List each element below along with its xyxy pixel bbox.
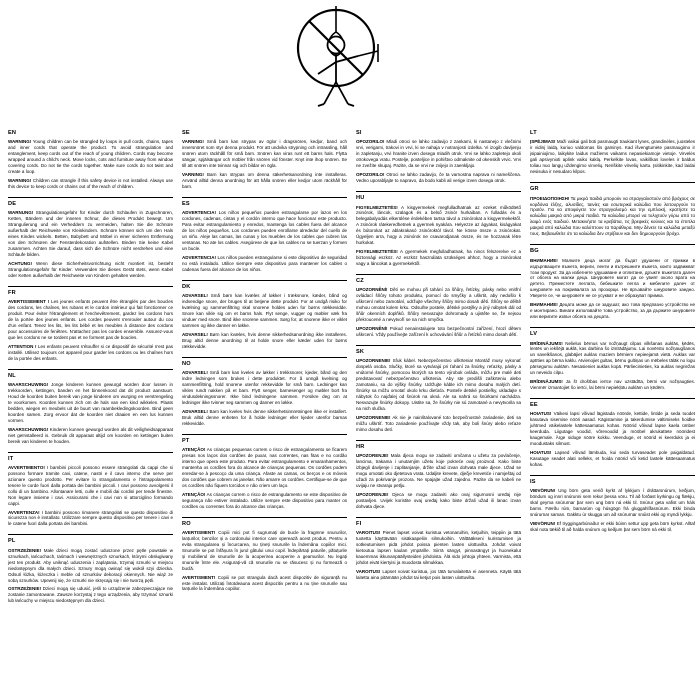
lang-code-cz: CZ (356, 277, 364, 284)
warning-paragraph: ADVERTENCIA! Los niños pequeños pueden estrangularse por lazos en los cordones, cadenas, cintas y el cordón interno que hace funcionar este producto. Para evitar estrangulamiento y enredos, mantenga los cables fuera del alcance de los niños pequeños. Los cordones pueden enrollarse alrededor del cuello de un niño. Aleje las camas, las cunas y los muebles de los cables que cubren las ventanas. No ate los cables. Asegúrese de que los cables no se tuerzan y formen un bucle. (182, 210, 347, 252)
column-1 (8, 130, 173, 611)
divider (356, 274, 521, 275)
warning-paragraph: ADVARSEL! Små barn kan kveles av løkker i trekksnorer, kjeder, bånd og den indre ledningen som brukes i dette produktet. For å unngå kvelning og sammenfiltring, hold snorene utenfor rekkevidde for små barn. Ledninger kan vikles rundt nakken på et barn. Flytt senger, barnesenger og møbler bort fra vindusdekningssnorer. Ikke bind ledningene sammen. Forsikre deg om at ledninger ikke tvinner seg sammen og danner en løkke. (182, 370, 347, 405)
warning-paragraph: FIGYELMEZTETÉS! A kisgyermekek megfulladhatnak az ezeket működtető zsinórok, láncok, szalagok és a belső zsinór hurkaiban. A fulladás és a belegabalyodás elkerülése érdekében tartsa távol a zsinórokat a kisgyermekektől. A zsinórok rátekeredhetnek a gyermek nyakára. Helyezze az ágyakat, kiságyakat és bútorokat az ablakrakasó zsinóroktól távol. Ne kösse össze a zsinórokat. Ügyeljen arra, hogy a zsinórok ne csavarodjanak össze, és ne hozzanak létre hurkokat. (356, 204, 521, 246)
column-2 (182, 130, 347, 611)
lang-block-hr (356, 444, 521, 510)
lang-block-gr (530, 186, 695, 237)
column-3 (356, 130, 521, 611)
warning-paragraph: WARNUNG! Strangulationsgefahr für Kinder durch Schlaufen in Zugschnüren, Ketten, Bändern und der inneren Schnur, die dieses Produkt bewegt. Um Strangulierung und ein Verheddern zu vermeiden, halten Sie die Schnüre außerhalb der Reichweite von Kleinkindern. Schnüre können sich um den Hals eines Kindes wickeln. Betten, Babybett und Möbel in einer sicheren Entfernung von den Schnüren der Fensterdekoration aufstellen. Binden Sie keine Kabel zusammen. Achten Sie darauf, dass sich die Schnüre nicht verdrehen und eine Schlaufe bilden. (8, 210, 173, 258)
lang-block-cz (356, 278, 521, 338)
warning-paragraph: ADVARSEL! Små børn kan kvæles af løkker i træksnore, kæder, bånd og indvendige snore, der bruges til at betjene dette produkt. For at undgå risiko for kvælning og sammenfiltring skal snorene holdes uden for børns rækkevidde. Snore kan vikle sig om et barns hals. Flyt senge, vugger og møbler væk fra vinduer med snore. Bind ikke snorene sammen. Sørg for, at snorene ikke er viklet sammen og ikke danner en løkke. (182, 293, 347, 329)
lang-block-dk (182, 284, 347, 350)
warning-paragraph: ВНИМАНИЕ! Малките деца могат да бъдат удушени от примки в издърпващите въжета, вериги, ленти и вътрешните въжета, които задвижват този продукт. За да избегнете удушаване и оплитане, дръжте въжетата далеч от обсега на малки деца. Шнуровете могат да се увият около врата на детето. Преместете леглата, бебешките легла и мебелите далеч от шнуровете на покривалата за прозорци. Не връзвайте шнуровете заедно. Уверете се, че шнуровете не се усукват и не образуват примка. (530, 257, 695, 299)
warning-paragraph: ATENÇÃO! As crianças correm o risco de estrangulamento se este dispositivo de segurança não estiver instalado. Utilize sempre este dispositivo para manter os cordões ou correntes fora do alcance das crianças. (182, 491, 347, 509)
warning-paragraph: BRĪDINĀJUMS! Ja šī drošības ierīce nav uzstādīta, bērni var nožņaugties. Vienmēr izmantojiet šo ierīci, lai bērni nepiekļūtu auklām un ķēdēm. (530, 379, 695, 391)
lang-code-es: ES (182, 200, 190, 207)
divider (182, 197, 347, 198)
warning-paragraph: ADVARSEL! Børn kan kvæles, hvis denne sikkerhedsanordning ikke installeres. Brug altid denne anordning til at holde snore eller kæder uden for børns rækkevidde. (182, 331, 347, 349)
warning-paragraph: HOIATUS! Väikesi lapsi võivad lägistada nöörde, kettide, lintide ja seda toodet kasutava sisemise nööri aasad. Kägistamise ja takerdumise vältimiseks hoidke juhtmed väikelastele kättesaamatus kohas. Nöörid võivad lapse kaela ümber keerduda. Liigutage voodid, võrevoodid ja mööbel akrukattete nööridest kaugemale. Ärge siduge nööre kokku. Veenduge, et nöörid ei keerduks ja ei moodustaks silmust. (530, 411, 695, 447)
warning-paragraph: ATTENTION ! Les enfants peuvent s'étouffer si ce dispositif de sécurité n'est pas installé. Utilisez toujours cet appareil pour garder les cordons ou les chaînes hors de la portée des enfants. (8, 343, 173, 361)
lang-code-si: SI (356, 130, 362, 136)
divider (182, 357, 347, 358)
warning-paragraph: VAROITUS! Lapset voivat kuristua, jos tätä turvalaitetta ei asenneta. Käytä tätä laitetta aina pitämään johdot tai ketjut pois lasten ulottuvilta. (356, 568, 521, 580)
lang-code-bg: BG (530, 248, 539, 255)
divider (356, 345, 521, 346)
warning-paragraph: UPOZORNENIE! Ak nie je nainštalované toto bezpečnostné zariadenie, deti sa môžu uškrtiť. Toto zariadenie používajte vždy tak, aby boli šnúry alebo reťaze mimo dosahu detí. (356, 414, 521, 432)
warning-paragraph: ΠΡΟΕΙΔΟΠΟΙΗΣΗ! Τα μικρά παιδιά μπορούν να στραγγαλιστούν από βρόχους σε κορδόνια έλξης, αλυσίδες, ταινίες και εσωτερικά καλώδια που λειτουργούν το προϊόν. Για να αποφύγετε τον στραγγαλισμό και την εμπλοκή, κρατήστε τα καλώδια μακριά από μικρά παιδιά. Τα καλώδια μπορεί να τυλιχτούν γύρω από το λαιμό ενός παιδιού. Μετακινήστε τα κρεβάτια, τις βρεφικές κούνιες και τα έπιπλα μακριά από καλώδια που καλύπτουν τα παράθυρα. Μην δένετε τα καλώδια μεταξύ τους. Βεβαιωθείτε ότι τα καλώδια δεν στρίβουν και δεν δημιουργούν βρόχο. (530, 195, 695, 237)
divider (8, 286, 173, 287)
lang-block-fi (356, 521, 521, 581)
lang-block-de (8, 201, 173, 279)
warning-paragraph: OPOZORILO! Otroci se lahko zadavijo, če ta varnostna naprava ni nameščena. Vedno uporabljajte to napravo, da bodo kabli ali verige izven dosega otrok. (356, 172, 521, 184)
divider (8, 534, 173, 535)
lang-code-it: IT (8, 455, 14, 462)
lang-code-sk: SK (356, 348, 365, 355)
divider (356, 440, 521, 441)
divider (530, 475, 695, 476)
lang-block-nl (8, 373, 173, 445)
warning-paragraph: OSTRZEŻENIE! Małe dzieci mogą zostać uduszone przez pętle powstałe w sznurkach, łańcuchach, taśmach i wewnętrznych sznurkach, którymi obsługiwany jest ten produkt. Aby uniknąć uduszenia i zaplątania, trzymaj sznurki w miejscu niedostępnym dla małych dzieci. Sznury mogą owinąć się wokół szyi dziecka. Odsuń łóżka, łóżeczka i meble od sznurków dekoracji okiennych. Nie wiąż ze sobą sznurków. Upewnij się, że sznurki nie skręcają się i nie tworzą pętli. (8, 547, 173, 583)
divider (530, 398, 695, 399)
lang-code-gr: GR (530, 186, 539, 193)
divider (356, 191, 521, 192)
lang-code-no: NO (182, 360, 191, 367)
lang-code-hu: HU (356, 195, 365, 202)
warning-paragraph: ATENÇÃO! As crianças pequenas correm o risco de estrangulamento se ficarem presas nos laços dos cordões de puxar, nas correntes, nas fitas e no cordão interno que opera este produto. Para evitar estrangulamento e emaranhamentos, mantenha os cordões fora do alcance de crianças pequenas. Os cordões podem enredar-se à pescoço da uma criança. Afaste as camas, os berços e os móveis dos cordões que cobrem as janelas. Não amarre os cordões. Certifique-se de que os cordões não fiquem torcidos e não criem um laço. (182, 447, 347, 488)
lang-block-bg (530, 248, 695, 320)
lang-block-es (182, 201, 347, 273)
divider (8, 197, 173, 198)
lang-code-ro: RO (182, 520, 191, 527)
warning-paragraph: WAARSCHUWING! Kinderen kunnen gewurgd worden als dit veiligheidsapparaat niet geïnstalleerd is. Gebruik dit apparaat altijd om koorden en kettingen buiten bereik van kinderen te houden. (8, 426, 173, 444)
divider (8, 369, 173, 370)
warning-paragraph: AVERTISMENT! Copiii se pot strangula dacă acest dispozitiv de siguranță nu este instalat. Utilizați întotdeauna acest dispozitiv pentru a nu ține snururile sau lanțurile la îndemâna copiilor. (182, 574, 347, 592)
warning-paragraph: UPOZORNENIE! Sľuk kábel. Nebezpečenstvo uškrtenia! Montáž musy vykonať dospelá osoba. Slučky, ktoré sa vytvárajú pri ťahaní za šnúrky, reťazky, pásky a vnútorné šnúrky, pomocou ktorých sa tento výrobok ovláda, môžu pre malé deti predstavovať nebezpečenstvo uškrtenia. Aby ste predišli zaškrteniu alebo zamotaniu, sa do výšky šnúrky. Udržujte káble ich mimo dosahu malých detí. Šnúrky sa môžu omotať okolo krku dieťaťa. Posteľe detské postieľky, ukladajte s nábytok čo najďalej od šnúrok na okná. Ale sa nahrá so šnúrkami nachádza. Nesvazujte šnúrky dokopy. Uistite sa, že šnúrky nie sú zamotané a nevytvorila sa na nich slučka. (356, 358, 521, 411)
divider (182, 517, 347, 518)
lang-block-hu (356, 195, 521, 267)
divider (530, 327, 695, 328)
warning-paragraph: ADVARSEL! Barn kan kveles hvis denne sikkerhetsinnretningen ikke er installert. Bruk alltid denne enheten for å holde ledninger eller kjeder utenfor barnas rekkevidde. (182, 408, 347, 426)
warning-paragraph: VARNING! Barn kan strypas om denna säkerhetsanordning inte installeras. Använd alltid denna anordning för att hålla snören eller kedjor utom räckhåll för barn. (182, 172, 347, 190)
lang-block-sk (356, 349, 521, 433)
warning-paragraph: WARNING! Children can strangle if this safety device is not installed. Always use this device to keep cords or chains out of the reach of children. (8, 178, 173, 190)
warning-paragraph: WAARSCHUWING! Jonge kinderen kunnen gewurgd worden door lussen in trekkoorden, kettingen, banden en het binnenkoord dat dit product aanstuurt. Houd de koorden buiten bereik van jonge kinderen om wurging en verstrengeling te voorkomen. Koorden kunnen zich om de hals van een kind wikkelen. Plaats bedden, wiegen en meubels uit de buurt van raambekledingskoorden. Bind geen koorden samen. Zorg ervoor dat de koorden niet draaien en een lus kunnen vormen. (8, 382, 173, 423)
lang-code-nl: NL (8, 372, 16, 379)
warning-paragraph: VIÐVÖRUN! Ung börn geta verið kyrkt af lykkjum í dráttarsnúrum, keðjum, böndum og innri snúrunni sem rekur þessa vöru. Til að forðast kyrkingu og flækju, skal geyma snúrurnar þar sem ung börn ná ekki til. Snúrur geta vafist um háls barns. Færðu rúm, barnarúm og húsgögn frá gluggahlífasnúrum. Ekki binda snúrurnar saman. Gakktu úr skugga um að snúrurnar snúist ekki og myndi lykkju. (530, 488, 695, 518)
lang-block-is (530, 479, 695, 533)
lang-code-hr: HR (356, 443, 365, 450)
lang-code-is: IS (530, 478, 536, 485)
warning-paragraph: BRĪDINĀJUMS! Nelielus bērnus var nožņaugt cilpas vilkšanas auklās, ķēdēs, lentēs un iekšējā auklā, kas darbina šo izstrādājumu. Lai novērstu nožņaugšanos un savelkšanos, glabājiet auklas maziem bērniem nepieejamā vietā. Auklas var aptīties ap bērna kaklu. Atvienojiet gultas, bērnu gultiņas un mēbeles tālāk no logu pārsegumu auklām. Nesasieniet auklas kopā. Pārliecinieties, ka auklas negriežas un neveido cilpu. (530, 340, 695, 376)
warning-paragraph: AVERTISSEMENT ! Les jeunes enfants peuvent être étranglés par des boucles des cordons, les chaînes, les rubans et le cordon intérieur qui fait fonctionner ce produit. Pour éviter l'étranglement et l'enchevêtrement, gardez les cordons hors de la portée des jeunes enfants. Les cordes peuvent s'enrouler autour du cou d'un enfant. Tenez les lits, les lits bébé et les meubles à distance des cordons pour accessoires de fenêtres. N'attachez pas les cordes ensemble. Assurez-vous que les cordons ne se tordent pas et ne forment pas de boucles. (8, 299, 173, 340)
divider (530, 244, 695, 245)
warning-paragraph: VARNING! Små barn kan strypas av öglor i dragsnören, kedjor, band och innersnöret som styr denna produkt. För att undvika strypning och intrassling, håll snören utom räckhåll för små barn. Snören kan viras runt ett barns hals. Flytta sängar, spjälsängar och möbler från snören vid fönster. Knyt inte ihop snören. Se till att snören inte tvinnar sig och bildar en ögla. (182, 139, 347, 169)
warning-paragraph: AVERTISMENT! Copiii mici pot fi sugrumați de bucle la fragmne snururilor, lanțurilor, benzilor și a cordonului interior care operează acest produs. Pentru a evita strangularea și încurcarea, nu țineți snururile la îndemâna copiilor mici. Snururile se pot înfășura în jurul gâtului unui copil. Îndepărtați paturile, pătuțurile și mobilierul de snururile de la acoperirea acoperire a geamurilor. Nu legați snururile între ele. Asigurați-vă că snururile nu se răsucesc și nu formează o buclă. (182, 530, 347, 571)
warning-paragraph: VIÐVÖRUN! Ef tryggingarbúnaður er ekki búinn settur upp geta börn kyrkst. Alltaf skal nota tækið til að halda snúrum og keðjum þar sem börn ná ekki til. (530, 521, 695, 533)
divider (356, 517, 521, 518)
lang-code-de: DE (8, 200, 17, 207)
warning-paragraph: ĮSPĖJIMAS! Maži vaikai gali būti pasmaugti traukiant lynes, grandinėles, juosteles ir vidinį laidą, kuriuo valdomas šis gaminys. Kad išvengtumėte pasmaugimo ir įsipainiojimo, laikykite laidus mažiems vaikams nepasiekiamoje vietoje. Virvelės gali apsivynioti aplink vaiko kaklą. Perkelkite lovas, vaikiškas loveles ir baldus toliau nuo langų uždengimo virvelių. Neriškite virvelių kartu. Įsitikinkite, kad laidai nesisuka ir nesudaro kilpos. (530, 139, 695, 175)
warning-paragraph: OSTRZEŻENIE! Dzieci mogą się udusić, jeśli to urządzenie zabezpieczające nie zostanie zamontowane. Zawsze korzystaj z tego urządzenia, aby trzymać sznurki lub łańcuchy w miejscu niedostępnym dla dzieci. (8, 586, 173, 604)
lang-code-fr: FR (8, 289, 16, 296)
warning-paragraph: UPOZORNĚNÍ! Pokud nenainstalujete toto bezpečnostní zařízení, hrozí dětem uškrcení. Vždy používejte zařízení k uchovávání šňůr a řetízků mimo dosah dětí. (356, 326, 521, 337)
lang-code-pl: PL (8, 538, 16, 545)
lang-code-se: SE (182, 130, 190, 136)
lang-block-pt (182, 438, 347, 510)
lang-block-lt (530, 130, 695, 175)
lang-block-fr (8, 290, 173, 362)
warning-paragraph: ADVERTENCIA! Los niños pueden estrangularse si este dispositivo de seguridad no está instalado. Utilice siempre este dispositivo para mantener los cables o cadenas fuera del alcance de los niños. (182, 255, 347, 272)
warning-paragraph: ACHTUNG! Wenn diese Sicherheitsvorrichtung nicht montiert ist, besteht Strangulationsgefahr für Kinder. Verwenden Sie dieses Gerät stets, wenn Kabel oder Ketten außerhalb der Reichweite von Kindern gehalten werden. (8, 260, 173, 278)
lang-code-lt: LT (530, 130, 537, 136)
warning-paragraph: VAROITUS! Pienet lapset voivat kuristua vetonaruihin, ketjuihin, teippiin ja tätä tuotetta käyttävään sisäkaapeliin silmukoihin. Välttääkseni kuristumisen ja sotkeutumisen pidä johdot poissa pienten lasten ulottuvilta. Johdot voivat kietoutua lapsen kaulan ympärille. Siirrä sängyt, pinnasängyt ja huonekalut kauemmas ikkunanpäällysteiden johdoista. Älä sido johtoja yhteen. Varmista, että johdot eivät kiertyisi ja muodosta silmukkaa. (356, 530, 521, 565)
warning-paragraph: FIGYELMEZTETÉS! A gyermekek megfulladhatnak, ha nincs felszerelve ez a biztonsági eszköz. Az eszköz használata szükséges ahhoz, hogy a zsinórokat vagy a láncokat a gyermekektől. (356, 249, 521, 266)
lang-code-fi: FI (356, 520, 362, 527)
warning-paragraph: UPOZORENJE! Djeca se mogu zadaviti ako ovaj sigurnosni uređaj nije postavljen. Uvijek koristite ovaj uređaj kako biste držali užad ili lanac izvan dohvata djece. (356, 491, 521, 509)
lang-code-lv: LV (530, 331, 538, 338)
lang-code-ee: EE (530, 402, 538, 408)
warning-paragraph: HOIATUS! Lapsed võivad lämbuda, kui seda turvaseadet pole paigaldatud. Kasutage seadet alati selleks, et hoida nöörid või ketid lastele kättesaamatus kohas. (530, 450, 695, 467)
divider (530, 182, 695, 183)
lang-code-pt: PT (182, 437, 190, 444)
divider (182, 280, 347, 281)
lang-block-ee (530, 402, 695, 468)
warning-paragraph: AVVERTENZA! I bambini possono rimanere strangolati se questo dispositivo di sicurezza non è installato. Utilizzare sempre questo dispositivo per tenere i cavi e le catene fuori dalla portata dei bambini. (8, 509, 173, 527)
lang-block-pl (8, 538, 173, 604)
warning-paragraph: AVVERTIMENTO! I bambini piccoli possono essere strangolati da cappi che si possono formare tramite cavi, catene, nastri e il cavo interno che serve per azionare questo prodotto. Per evitare lo strangolamento e l'intrappolamento tenere le corde fuori dalla portata dei bambini piccoli. I cavi possono avvolgersi il collo di un bambino. Allontanare letti, culle e mobili dai cordini per tende finestre. Non legare insieme i cavi. Assicurarsi che i cavi non si attorciglino formando cappi. (8, 464, 173, 506)
lang-block-lv (530, 331, 695, 391)
strangulation-hazard-pictogram (274, 4, 424, 124)
warning-paragraph: ВНИМАНИЕ! Децата може да се задушат, ако това предпазно устройство не е монтирано. Винаги използвайте това устройство, за да държите шнуровете или веригите извън обсега на децата. (530, 302, 695, 320)
lang-code-dk: DK (182, 283, 191, 290)
warning-paragraph: UPOZORENJE! Mala djeca mogu se zadaviti omčama u užetu za povlačenje, lancima, trakama i unutarnjim užetu koje pokreće ovaj proizvod. Kako biste izbjegli davljenje i zaplitanjanje, držite užad izvan dohvata male djece. Užad se mogu omotati oko djetetova vrata. Udaljite krevete, dječje krevetiće i namještaj od užadi za pokrivanje prozora. Ne spajajte užad zajedno. Pazite da se kabeli ne uvijaju ne stvaraju petlju. (356, 453, 521, 488)
warning-paragraph: OPOZORILO! Mladi otroci se lahko zadavijo z zankami, ki nastanejo z vlečnimi vrvi, verigami, trakovi in vrvi, ki se nahaja v notranjosti izdelka. Vi izogib davljenju in zapletanju, vrvi hranite izven dosega mladih otrok. Vrvi se lahko zapletejo okoli otrokovega vratu. Postelje, posteljice in pohištvo odmaknite od okenskih vrvic. Vrvi ne zvežite skupaj. Pazite, da se vrvi ne zvijejo in zaenkljajo. (356, 139, 521, 169)
lang-block-si (356, 130, 521, 184)
warning-paragraph: UPOZORNĚNÍ! Děti se mohou při tahání za šňůry, řetízky, pásky nebo vnitřní ovládací šňůry tohoto produktu, pomocí do smyčky a uškrtit, aby nedošlo k uškrcení nebo zamotání, udržujte všechny šňůry mimo dosah dětí. Šňůry se děště mohou omotat kolem krku. Odsuňte postele, dětské postýlky a jiný nábytek dál od šňůr okenních doplňků. Šňůry nesvazujte dohromady a ujistěte se, že nejsou překroucené a nevytvoří se na nich smyčka. (356, 287, 521, 323)
lang-block-se (182, 130, 347, 190)
column-4 (530, 130, 695, 611)
lang-block-it (8, 456, 173, 528)
illustration-area (0, 0, 700, 130)
lang-block-en (8, 130, 173, 190)
warning-paragraph: WARNING! Young children can be strangled by loops in pull cords, chains, tapes and inner cords that operate the product. To avoid strangulation and entanglement, keep cords out of the reach of young children. Cords may become wrapped around a child's neck. Move locks, cots and furniture away from window covering cords. Do not tie the cords together. Make sure cords do not twist and create a loop. (8, 139, 173, 175)
divider (8, 452, 173, 453)
lang-code-en: EN (8, 130, 17, 136)
language-columns (0, 130, 700, 611)
lang-block-ro (182, 521, 347, 593)
divider (182, 434, 347, 435)
lang-block-no (182, 361, 347, 427)
